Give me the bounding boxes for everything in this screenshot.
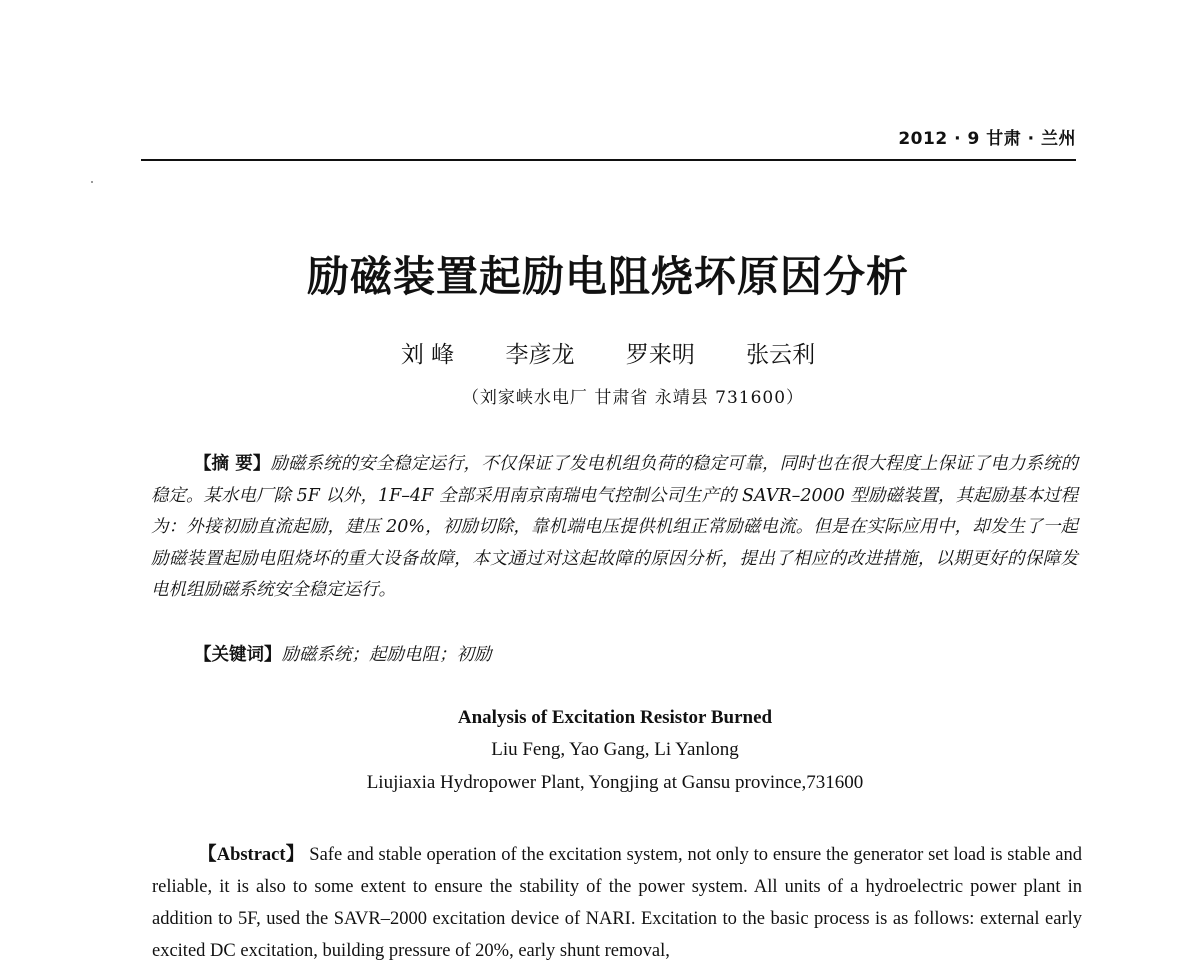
abstract-cn-text: 励磁系统的安全稳定运行，不仅保证了发电机组负荷的稳定可靠，同时也在很大程度上保证了电力系统的稳定。某水电厂除 5F 以外，1F–4F 全部采用南京南瑞电气控制公司生产的 SAVR–2000 型励磁装置，其起励基本过程为：外接初励直流起励，建压 20%，初励切除，靠机端电压提供机组正常励磁电流。但是在实际应用中，却发生了一起励磁装置起励电阻烧坏的重大设备故障，本文通过对这起故障的原因分析，提出了相应的改进措施，以期更好的保障发电机组励磁系统安全稳定运行。 — [151, 454, 1079, 600]
paper-title-en: Analysis of Excitation Resistor Burned — [457, 707, 773, 728]
keywords-cn-text: 励磁系统；起励电阻；初励 — [281, 645, 492, 665]
author-name: 张云利 — [746, 342, 816, 368]
header-rule — [141, 159, 1076, 161]
affiliation-cn: （刘家峡水电厂 甘肃省 永靖县 731600） — [461, 388, 805, 408]
authors-cn — [0, 336, 1200, 369]
keywords-cn — [194, 641, 492, 666]
scan-speck — [91, 181, 93, 183]
affiliation-en: Liujiaxia Hydropower Plant, Yongjing at Gansu province,731600 — [366, 772, 864, 793]
author-name: 罗来明 — [625, 342, 695, 368]
keywords-cn-label: 【关键词】 — [194, 645, 282, 665]
authors-en: Liu Feng, Yao Gang, Li Yanlong — [491, 739, 739, 760]
abstract-cn — [151, 449, 1078, 607]
abstract-en-text: Safe and stable operation of the excitation system, not only to ensure the generator set load is stable and reliable, it is also to some extent to ensure the stability of the power system. All units of a hydroelectric power plant in addition to 5F, used the SAVR–2000 excitation device of NARI. Excitation to the basic process is as follows: external early excited DC excitation, building pressure of 20%, early shunt removal, — [152, 845, 1082, 961]
abstract-en-label: 【Abstract】 — [198, 845, 305, 865]
author-name: 李彦龙 — [505, 342, 575, 368]
abstract-cn-label: 【摘 要】 — [194, 454, 271, 474]
abstract-en — [152, 839, 1082, 967]
issue-info: 2012 · 9 甘肃 · 兰州 — [898, 129, 1076, 149]
author-name: 刘 峰 — [400, 342, 455, 368]
paper-title-cn: 励磁装置起励电阻烧坏原因分析 — [306, 252, 909, 301]
